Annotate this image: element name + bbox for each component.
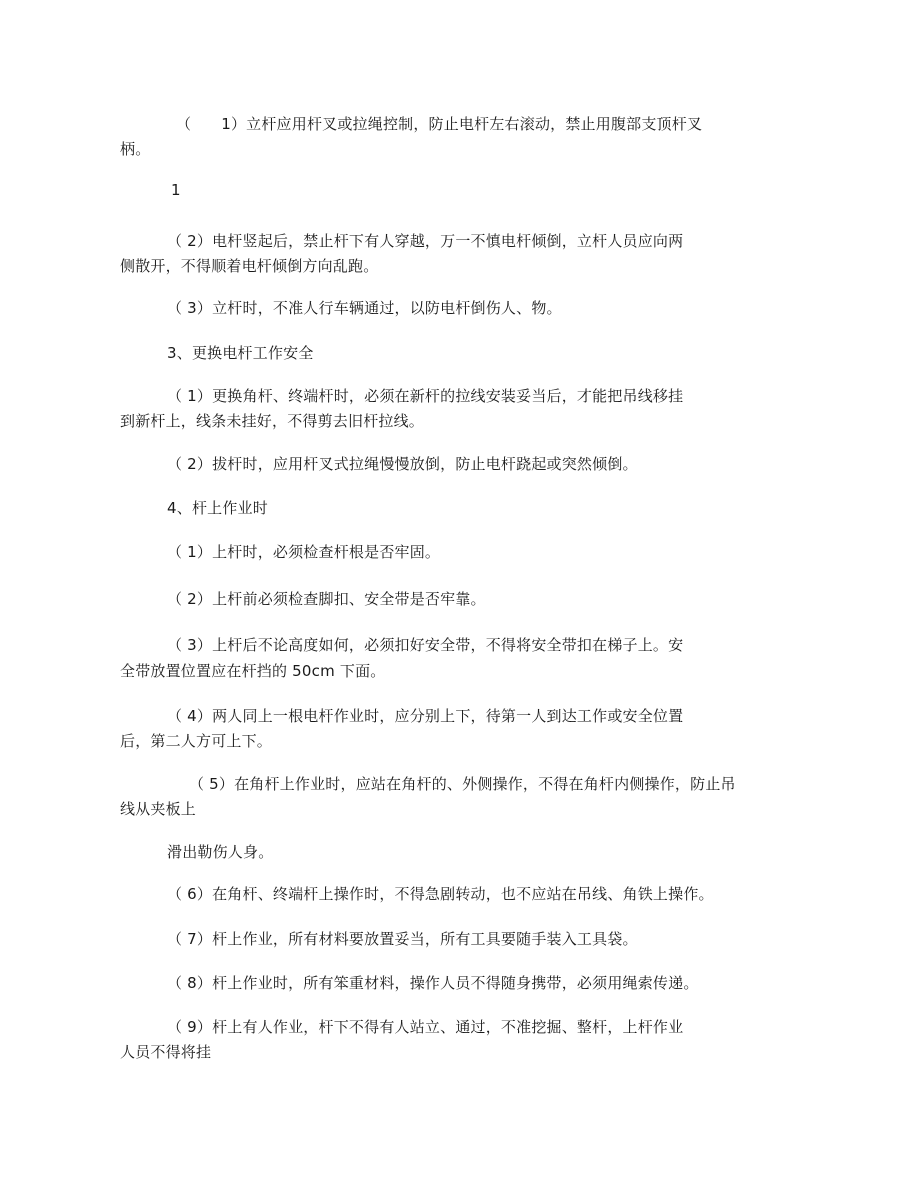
paragraph-13: （ 7）杆上作业，所有材料要放置妥当，所有工具要随手装入工具袋。 xyxy=(167,930,638,948)
paragraph-8-line-2: 全带放置位置应在杆挡的 50cm 下面。 xyxy=(120,662,386,680)
page-number: 1 xyxy=(171,181,181,199)
paragraph-1-text: 1）立杆应用杆叉或拉绳控制，防止电杆左右滚动，禁止用腹部支顶杆叉 xyxy=(221,115,703,133)
paragraph-9-line-2: 后，第二人方可上下。 xyxy=(120,732,273,750)
open-paren: （ xyxy=(176,115,192,133)
paragraph-1-line-1 xyxy=(176,114,702,134)
paragraph-4-line-1: （ 1）更换角杆、终端杆时，必须在新杆的拉线安装妥当后，才能把吊线移挂 xyxy=(167,387,684,405)
paragraph-15-line-1: （ 9）杆上有人作业，杆下不得有人站立、通过，不准挖掘、整杆，上杆作业 xyxy=(167,1018,684,1036)
paragraph-6: （ 1）上杆时，必须检查杆根是否牢固。 xyxy=(167,543,441,561)
paragraph-2-line-2: 侧散开，不得顺着电杆倾倒方向乱跑。 xyxy=(120,257,379,275)
paragraph-15-line-2: 人员不得将挂 xyxy=(120,1043,212,1061)
paragraph-3: （ 3）立杆时，不准人行车辆通过，以防电杆倒伤人、物。 xyxy=(167,299,562,317)
paragraph-1-line-2: 柄。 xyxy=(120,140,151,158)
paragraph-10-line-1: （ 5）在角杆上作业时，应站在角杆的、外侧操作，不得在角杆内侧操作，防止吊 xyxy=(189,775,736,793)
paragraph-12: （ 6）在角杆、终端杆上操作时，不得急剧转动，也不应站在吊线、角铁上操作。 xyxy=(167,885,714,903)
paragraph-11: 滑出勒伤人身。 xyxy=(167,843,274,861)
paragraph-7: （ 2）上杆前必须检查脚扣、安全带是否牢靠。 xyxy=(167,590,486,608)
paragraph-9-line-1: （ 4）两人同上一根电杆作业时，应分别上下，待第一人到达工作或安全位置 xyxy=(167,707,684,725)
paragraph-8-line-1: （ 3）上杆后不论高度如何，必须扣好安全带，不得将安全带扣在梯子上。安 xyxy=(167,636,684,654)
section-heading-3: 3、更换电杆工作安全 xyxy=(167,344,314,362)
section-heading-4: 4、杆上作业时 xyxy=(167,499,268,517)
paragraph-14: （ 8）杆上作业时，所有笨重材料，操作人员不得随身携带，必须用绳索传递。 xyxy=(167,974,699,992)
paragraph-4-line-2: 到新杆上，线条未挂好，不得剪去旧杆拉线。 xyxy=(120,412,425,430)
paragraph-5: （ 2）拔杆时，应用杆叉式拉绳慢慢放倒，防止电杆跷起或突然倾倒。 xyxy=(167,455,638,473)
paragraph-10-line-2: 线从夹板上 xyxy=(120,800,197,818)
paragraph-2-line-1: （ 2）电杆竖起后，禁止杆下有人穿越，万一不慎电杆倾倒，立杆人员应向两 xyxy=(167,232,684,250)
